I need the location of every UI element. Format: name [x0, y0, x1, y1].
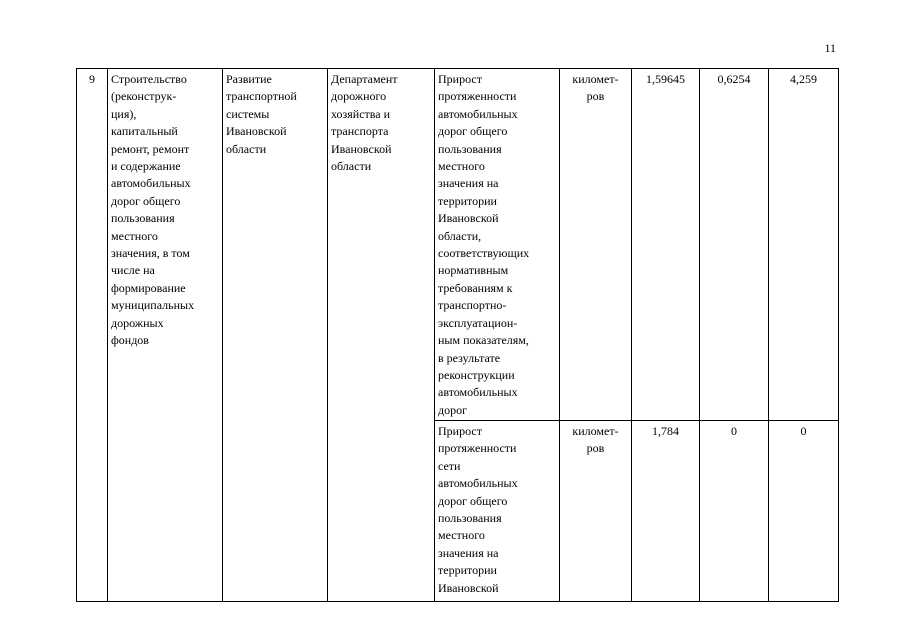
value-1: 1,784	[652, 424, 679, 438]
work-type-text: Строительство (реконструк- ция), капитальный ремонт, ремонт и содержание автомобильных дорог общего пользования местного значения, в том числе на формирование муниципальных дорожных фондов	[111, 72, 195, 348]
program-cell	[223, 69, 328, 602]
value-3-cell	[769, 421, 839, 602]
row-number-cell	[77, 69, 108, 602]
value-1-cell	[632, 421, 700, 602]
page-number: 11	[824, 41, 836, 55]
table-row	[77, 69, 839, 421]
indicators-table	[76, 68, 839, 602]
work-type-cell	[108, 69, 223, 602]
unit-cell	[560, 421, 632, 602]
value-3: 4,259	[790, 72, 817, 86]
indicator-name: Прирост протяженности автомобильных дорог общего пользования местного значения на территории Ивановской области, соответствующих нормативным требованиям к транспортно- эксплуатацион- ным показателям, в результате реконструкции автомобильных дорог	[438, 72, 530, 417]
row-number: 9	[89, 72, 95, 86]
unit-text: километ- ров	[572, 72, 619, 104]
value-1: 1,59645	[646, 72, 685, 86]
value-2-cell	[700, 421, 769, 602]
unit-cell	[560, 69, 632, 421]
department-cell	[328, 69, 435, 602]
department-text: Департамент дорожного хозяйства и транспорта Ивановской области	[331, 72, 398, 174]
program-text: Развитие транспортной системы Ивановской области	[226, 72, 297, 156]
value-2: 0	[731, 424, 737, 438]
value-3: 0	[800, 424, 807, 438]
value-1-cell	[632, 69, 700, 421]
value-2-cell	[700, 69, 769, 421]
indicator-name-cell	[435, 69, 560, 421]
value-2: 0,6254	[717, 72, 751, 86]
unit-text: километ- ров	[572, 424, 619, 456]
indicator-name-cell	[435, 421, 560, 602]
indicator-name: Прирост протяженности сети автомобильных дорог общего пользования местного значения на территории Ивановской	[438, 424, 518, 595]
value-3-cell	[769, 69, 839, 421]
